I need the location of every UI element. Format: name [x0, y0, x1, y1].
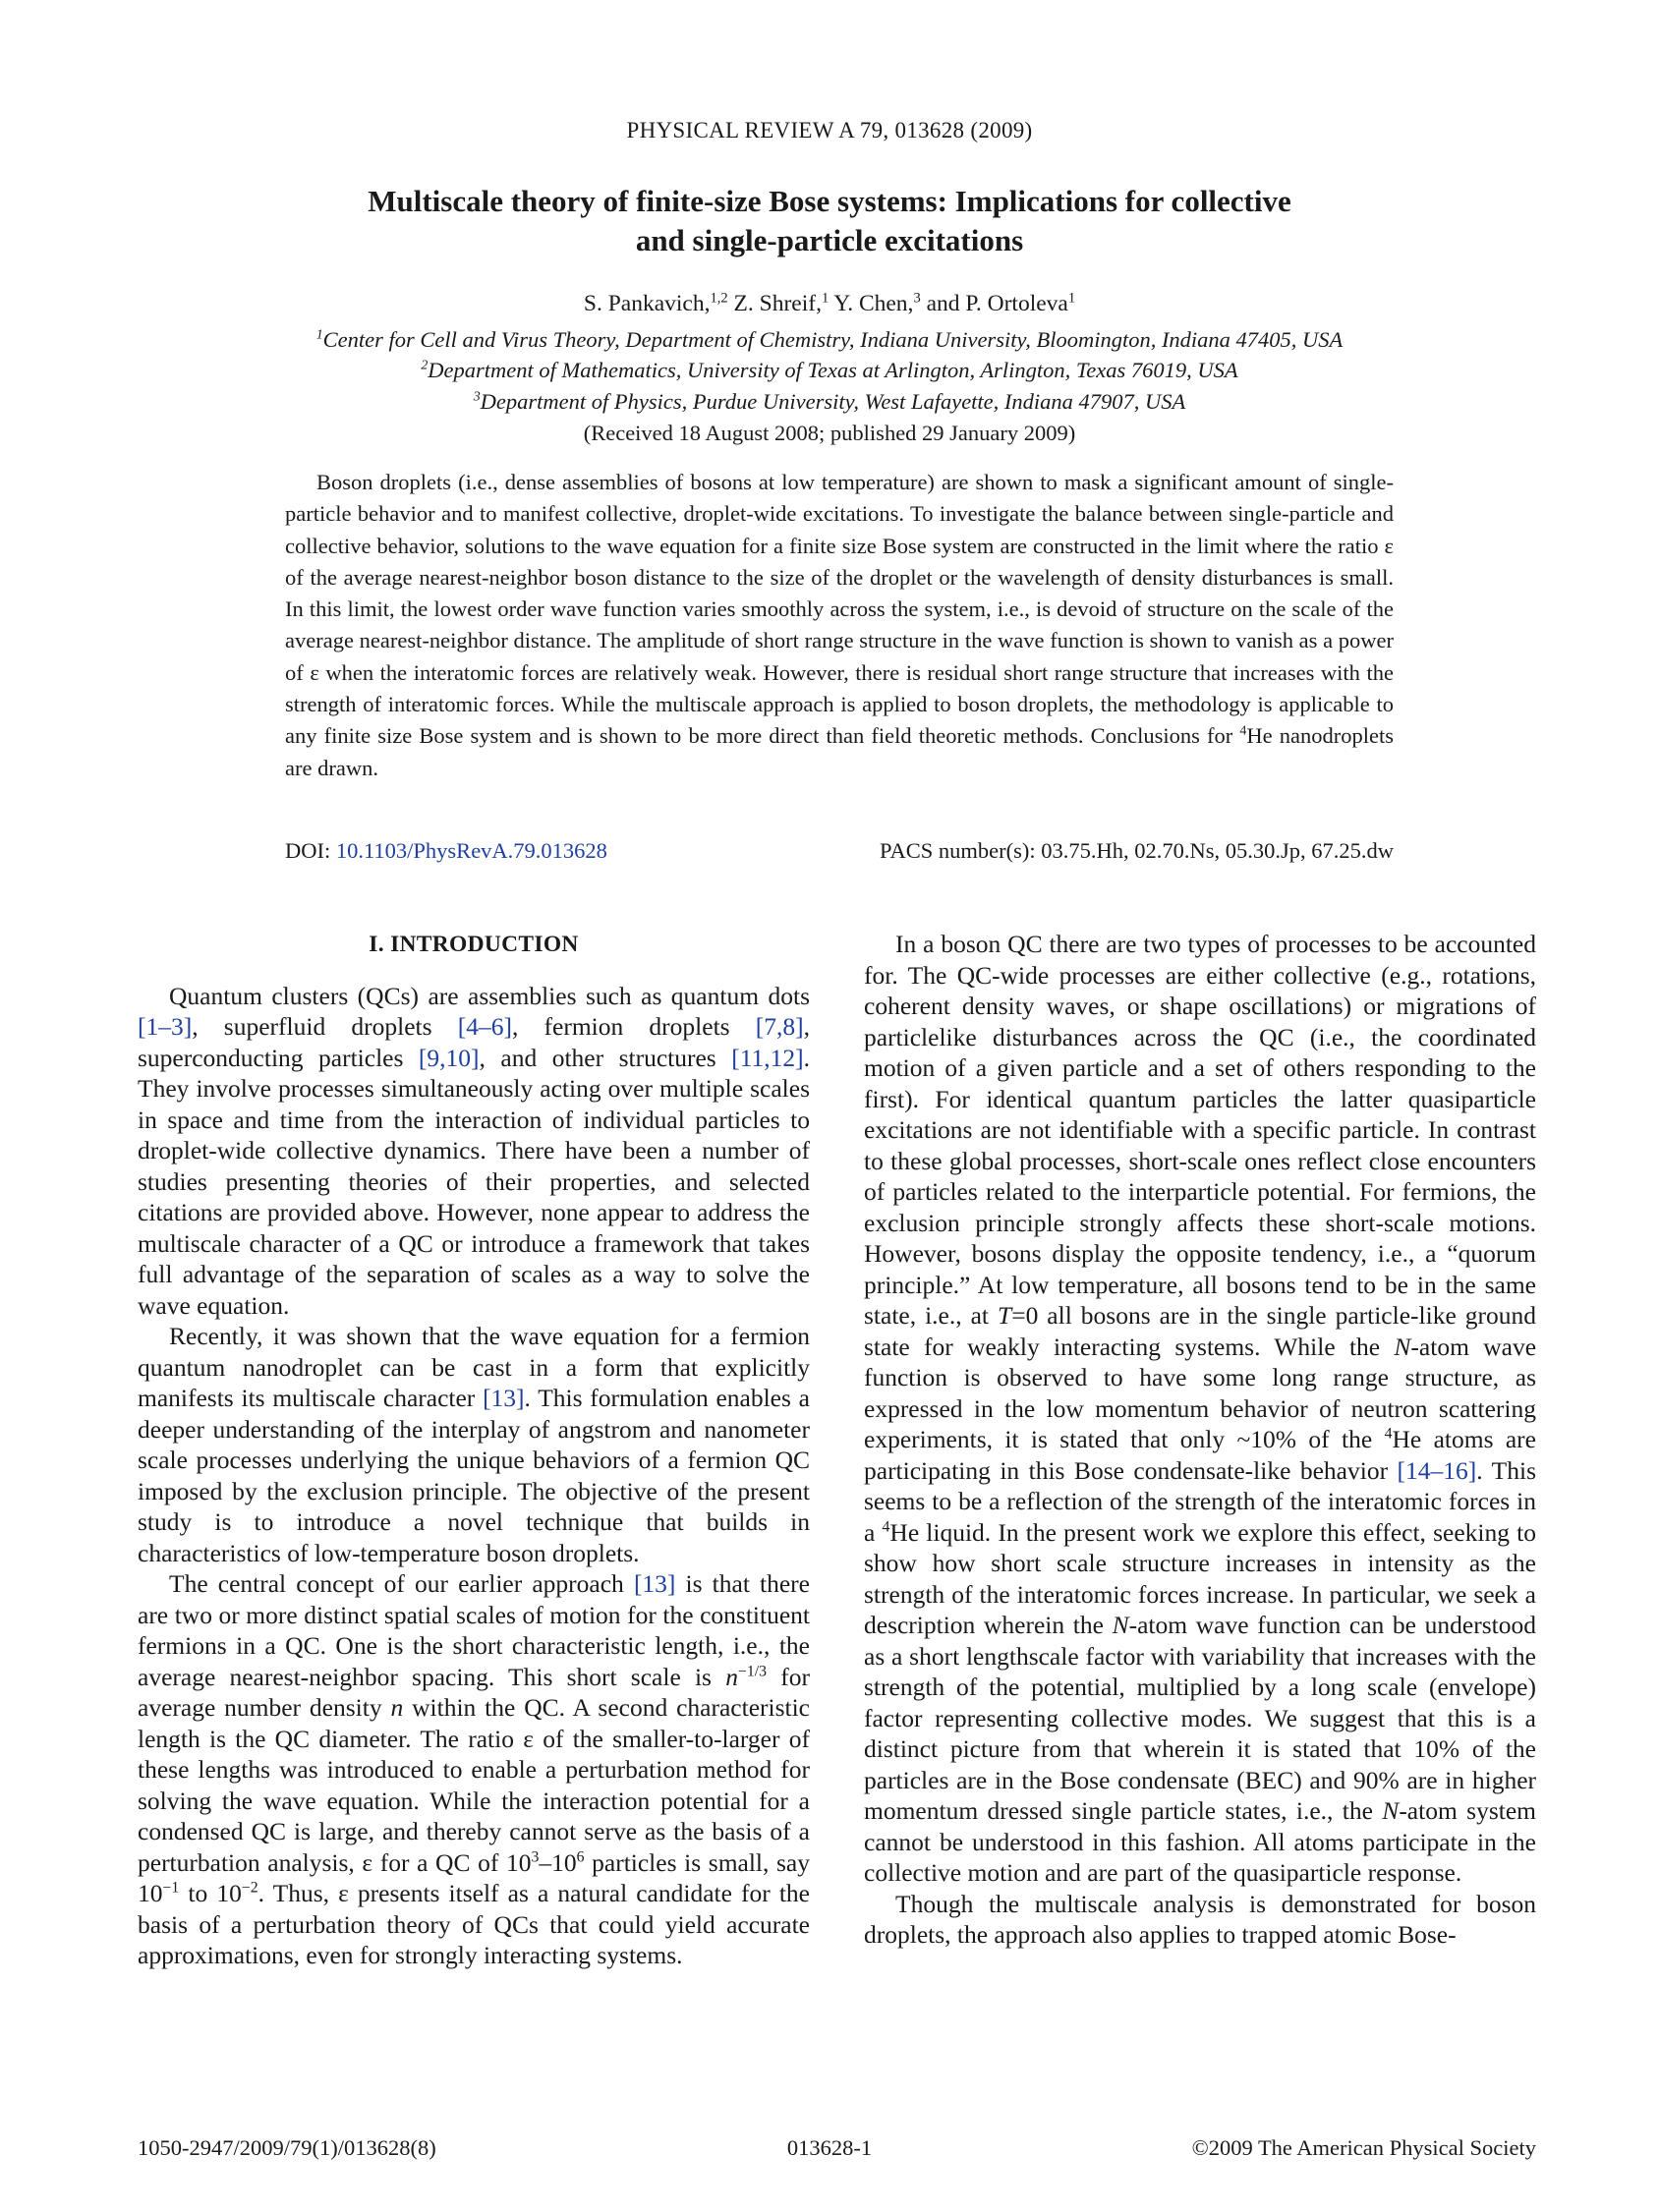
pacs-numbers: PACS number(s): 03.75.Hh, 02.70.Ns, 05.30.Jp, 67.25.dw [880, 838, 1394, 863]
math-var: N [1112, 1611, 1129, 1639]
text-run: for average number density [138, 1662, 810, 1722]
math-var: T [998, 1301, 1012, 1330]
abstract-text-end: He nanodroplets are drawn. [285, 723, 1394, 780]
author-affiliation-mark: 1 [1067, 290, 1076, 307]
doi [285, 838, 607, 864]
received-dates: (Received 18 August 2008; published 29 January 2009) [583, 421, 1076, 445]
abstract [285, 467, 1394, 784]
text-run: Recently, it was shown that the wave equation for a fermion quantum nanodroplet can be cast in a form that explicitly manifests its multiscale character [138, 1322, 810, 1412]
doi-label: DOI: [285, 838, 336, 863]
text-run: –10 [539, 1847, 577, 1877]
affiliation-text: Center for Cell and Virus Theory, Department of Chemistry, Indiana University, Bloomington, Indiana 47405, USA [322, 327, 1344, 352]
affiliation-mark: 1 [315, 327, 323, 343]
footer-issn: 1050-2947/2009/79(1)/013628(8) [138, 2135, 436, 2160]
text-run: . They involve processes simultaneously acting over multiple scales in space and time from the interaction of individual particles to droplet-wide collective dynamics. There have been a number of studies presenting theories of their properties, and selected citations are provided above. However, none appear to address the multiscale character of a QC or introduce a framework that takes full advantage of the separation of scales as a way to solve the wave equation. [138, 1043, 810, 1320]
paragraph [138, 981, 810, 1322]
citation-link[interactable]: [11,12] [731, 1043, 804, 1072]
affiliation-mark: 3 [473, 389, 481, 405]
text-run: , and other structures [479, 1043, 732, 1072]
affiliation-text: Department of Mathematics, University of Texas at Arlington, Arlington, Texas 76019, USA [428, 358, 1238, 382]
text-run: =0 all bosons are in the single particle-like ground state for weakly interacting systems. While the [864, 1301, 1536, 1361]
author-name: and P. Ortoleva [920, 291, 1068, 316]
right-column [864, 929, 1536, 1951]
title-line-1: Multiscale theory of finite-size Bose systems: Implications for collective [368, 184, 1291, 218]
affiliation-3 [0, 389, 1659, 415]
citation-link[interactable]: [14–16] [1397, 1455, 1477, 1485]
citation-link[interactable]: [9,10] [418, 1043, 480, 1072]
author-name: Z. Shreif, [727, 291, 822, 316]
section-heading: I. INTRODUCTION [369, 932, 579, 957]
text-run: In a boson QC there are two types of processes to be accounted for. The QC-wide processes are either collective (e.g., rotations, coherent density waves, or shape oscillations) or migrations of particlelike disturbances across the QC (i.e., the coordinated motion of a given particle and a set of others responding to the first). For identical quantum particles the latter quasiparticle excitations are not identifiable with a specific particle. In contrast to these global processes, short-scale ones reflect close encounters of particles related to the interparticle potential. For fermions, the exclusion principle strongly affects these short-scale motions. However, bosons display the opposite tendency, i.e., a “quorum principle.” At low temperature, all bosons tend to be in the same state, i.e., at [864, 930, 1536, 1330]
math-var: n [725, 1662, 738, 1691]
paragraph [138, 1568, 810, 1971]
text-run: particles is small, say 10 [138, 1847, 811, 1907]
author-list [0, 291, 1659, 317]
text-run: -atom wave function can be understood as a short lengthscale factor with variability that increases with the strength of the potential, multiplied by a long scale (envelope) factor representing collective modes. We suggest that this is a distinct picture from that wherein it is stated that 10% of the particles are in the Bose condensate (BEC) and 90% are in higher momentum dressed single particle states, i.e., the [864, 1611, 1536, 1825]
abstract-text: Boson droplets (i.e., dense assemblies of bosons at low temperature) are shown to mask a significant amount of single-particle behavior and to manifest collective, droplet-wide excitations. To investigate the balance between single-particle and collective behavior, solutions to the wave equation for a finite size Bose system are constructed in the limit where the ratio ε of the average nearest-neighbor boson distance to the size of the droplet or the wavelength of density disturbances is small. In this limit, the lowest order wave function varies smoothly across the system, i.e., is devoid of structure on the scale of the average nearest-neighbor distance. The amplitude of short range structure in the wave function is shown to vanish as a power of ε when the interatomic forces are relatively weak. However, there is residual short range structure that increases with the strength of interatomic forces. While the multiscale approach is applied to boson droplets, the methodology is applicable to any finite size Bose system and is shown to be more direct than field theoretic methods. Conclusions for [285, 470, 1394, 749]
superscript: −1/3 [737, 1663, 768, 1680]
superscript: −1 [162, 1879, 180, 1897]
running-head: PHYSICAL REVIEW A 79, 013628 (2009) [626, 118, 1033, 142]
affiliation-text: Department of Physics, Purdue University, West Lafayette, Indiana 47907, USA [480, 389, 1186, 414]
text-run: -atom system cannot be understood in this fashion. All atoms participate in the collective motion and are part of the quasiparticle response. [864, 1796, 1536, 1887]
paragraph [864, 929, 1536, 1889]
paragraph: Though the multiscale analysis is demonstrated for boson droplets, the approach also applies to trapped atomic Bose- [864, 1889, 1536, 1949]
citation-link[interactable]: [7,8] [755, 1012, 804, 1041]
left-column [138, 930, 810, 1971]
footer-copyright: ©2009 The American Physical Society [1191, 2135, 1536, 2160]
citation-link[interactable]: [13] [483, 1384, 525, 1412]
text-run: to 10 [179, 1879, 242, 1907]
text-run: . This formulation enables a deeper understanding of the interplay of angstrom and nanometer scale processes underlying the unique behaviors of a fermion QC imposed by the exclusion principle. The objective of the present study is to introduce a novel technique that builds in characteristics of low-temperature boson droplets. [138, 1384, 810, 1567]
author-affiliation-mark: 3 [913, 290, 921, 307]
superscript: 4 [1384, 1425, 1393, 1443]
math-var: n [390, 1693, 404, 1722]
text-run: . This seems to be a reflection of the strength of the interatomic forces in a [864, 1455, 1536, 1547]
text-run: , superfluid droplets [192, 1012, 458, 1041]
text-run: is that there are two or more distinct spatial scales of motion for the constituent fermions in a QC. One is the short characteristic length, i.e., the average nearest-neighbor spacing. This short scale is [138, 1569, 810, 1691]
text-run: -atom wave function is observed to have some long range structure, as expressed in the low momentum behavior of neutron scattering experiments, it is stated that only ~10% of the [864, 1332, 1537, 1453]
author-name: Y. Chen, [829, 291, 914, 316]
author-affiliation-mark: 1,2 [710, 290, 728, 307]
text-run: He liquid. In the present work we explore this effect, seeking to show how short scale structure increases in intensity as the strength of the interatomic forces increase. In particular, we seek a description wherein the [864, 1517, 1536, 1639]
superscript: −2 [241, 1879, 258, 1897]
text-run: Quantum clusters (QCs) are assemblies such as quantum dots [169, 981, 810, 1010]
math-var: N [1382, 1796, 1400, 1825]
text-run: , superconducting particles [138, 1012, 810, 1072]
paragraph [138, 1321, 810, 1568]
superscript: 4 [882, 1518, 890, 1536]
text-run: The central concept of our earlier approach [169, 1569, 634, 1598]
superscript: 3 [531, 1848, 540, 1866]
math-var: N [1394, 1332, 1411, 1361]
citation-link[interactable]: [1–3] [138, 1012, 193, 1041]
superscript: 6 [576, 1848, 585, 1866]
text-run: . Thus, ε presents itself as a natural candidate for the basis of a perturbation theory of QCs that could yield accurate approximations, even for strongly interacting systems. [138, 1879, 810, 1969]
affiliation-1 [0, 327, 1659, 353]
doi-link[interactable]: 10.1103/PhysRevA.79.013628 [335, 838, 607, 863]
affiliation-2 [0, 358, 1659, 383]
citation-link[interactable]: [4–6] [457, 1012, 512, 1041]
superscript: 4 [1239, 724, 1247, 740]
footer-page-number: 013628-1 [786, 2135, 873, 2160]
author-affiliation-mark: 1 [821, 290, 830, 307]
paper-title [240, 182, 1419, 260]
text-run: , fermion droplets [511, 1012, 756, 1041]
affiliation-mark: 2 [421, 358, 429, 373]
author-name: S. Pankavich, [583, 291, 711, 316]
text-run: He atoms are participating in this Bose condensate-like behavior [864, 1425, 1536, 1485]
citation-link[interactable]: [13] [633, 1569, 676, 1598]
text-run: within the QC. A second characteristic length is the QC diameter. The ratio ε of the smaller-to-larger of these lengths was introduced to enable a perturbation method for solving the wave equation. While the interaction potential for a condensed QC is large, and thereby cannot serve as the basis of a perturbation analysis, ε for a QC of 10 [138, 1693, 810, 1877]
title-line-2: and single-particle excitations [635, 223, 1024, 257]
